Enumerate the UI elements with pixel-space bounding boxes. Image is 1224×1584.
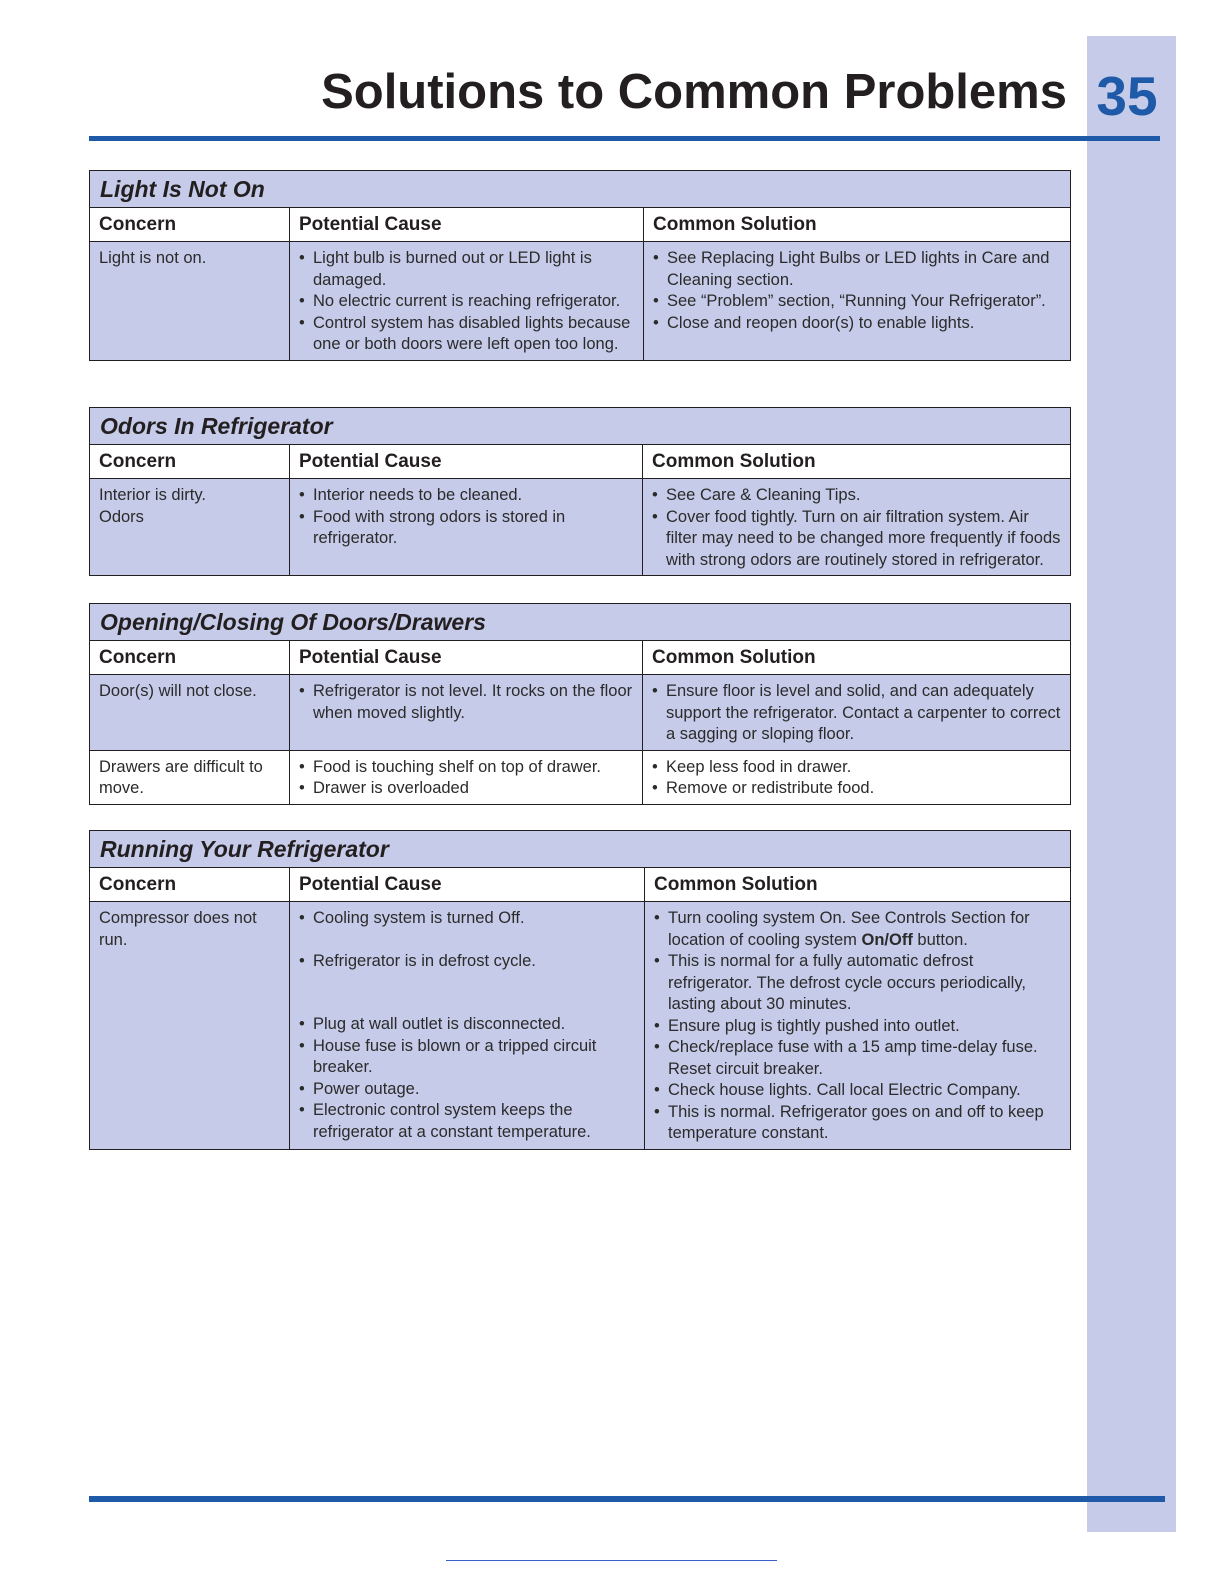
concern-text: Drawers are difficult to move.: [99, 757, 263, 797]
solution-item: • Ensure plug is tightly pushed into outlet.: [654, 1016, 1062, 1038]
cause-cell: [290, 242, 644, 361]
column-header-solution: Common Solution: [643, 445, 1071, 479]
table-row: [90, 675, 1071, 751]
solution-item: • Cover food tightly. Turn on air filtration system. Air filter may need to be changed more frequently if foods with strong odors are routinely stored in refrigerator.: [652, 507, 1062, 572]
cause-item: • Drawer is overloaded: [299, 778, 634, 800]
cause-item: • Power outage.: [299, 1079, 636, 1101]
cause-cell: [290, 902, 645, 1150]
cause-item: • Refrigerator is not level. It rocks on the floor when moved slightly.: [299, 681, 634, 724]
solution-item: • Ensure floor is level and solid, and can adequately support the refrigerator. Contact a carpenter to correct a sagging or sloping floor.: [652, 681, 1062, 746]
page-number: 35: [1096, 65, 1158, 127]
bottom-rule: [89, 1496, 1165, 1502]
solution-item: • Check/replace fuse with a 15 amp time-delay fuse. Reset circuit breaker.: [654, 1037, 1062, 1080]
section-title: Light Is Not On: [90, 171, 1071, 208]
side-strip: [1087, 36, 1176, 1532]
cause-item: • Electronic control system keeps the refrigerator at a constant temperature.: [299, 1100, 636, 1143]
table-opening-closing-doors-drawers: [89, 603, 1071, 805]
concern-cell: [90, 242, 290, 361]
cause-item: • Cooling system is turned Off.: [299, 908, 636, 930]
column-header-concern: Concern: [90, 208, 290, 242]
solution-cell: [643, 479, 1071, 576]
section-title: Opening/Closing Of Doors/Drawers: [90, 604, 1071, 641]
solution-cell: [645, 902, 1071, 1150]
section-title: Running Your Refrigerator: [90, 831, 1071, 868]
table-row: [90, 242, 1071, 361]
concern-text: Light is not on.: [99, 249, 207, 267]
solution-item: • Keep less food in drawer.: [652, 757, 1062, 779]
concern-cell: [90, 675, 290, 751]
solution-item: • This is normal. Refrigerator goes on and off to keep temperature constant.: [654, 1102, 1062, 1145]
cause-item: • No electric current is reaching refrigerator.: [299, 291, 635, 313]
solution-item: • See Care & Cleaning Tips.: [652, 485, 1062, 507]
column-header-concern: Concern: [90, 868, 290, 902]
column-header-concern: Concern: [90, 445, 290, 479]
solution-cell: [644, 242, 1071, 361]
cause-cell: [290, 479, 643, 576]
concern-cell: [90, 750, 290, 804]
column-header-cause: Potential Cause: [290, 208, 644, 242]
cause-item: • Food with strong odors is stored in refrigerator.: [299, 507, 634, 550]
solution-cell: [643, 675, 1071, 751]
cause-item: • Light bulb is burned out or LED light is damaged.: [299, 248, 635, 291]
table-light-is-not-on: [89, 170, 1071, 361]
table-row: [90, 902, 1071, 1150]
cause-cell: [290, 675, 643, 751]
column-header-concern: Concern: [90, 641, 290, 675]
footer-link-underline: [446, 1560, 777, 1561]
column-header-cause: Potential Cause: [290, 868, 645, 902]
table-row: [90, 479, 1071, 576]
concern-cell: [90, 902, 290, 1150]
concern-text: Odors: [99, 507, 144, 526]
solution-item: • Close and reopen door(s) to enable lights.: [653, 313, 1062, 335]
cause-item: • Food is touching shelf on top of drawer.: [299, 757, 634, 779]
cause-cell: [290, 750, 643, 804]
column-header-solution: Common Solution: [645, 868, 1071, 902]
table-row: [90, 750, 1071, 804]
concern-cell: [90, 479, 290, 576]
solution-item: • See “Problem” section, “Running Your Refrigerator”.: [653, 291, 1062, 313]
top-rule: [89, 136, 1160, 141]
solution-text: Turn cooling system On. See Controls Section for location of cooling system: [668, 909, 1030, 949]
cause-item: • Refrigerator is in defrost cycle.: [299, 951, 636, 973]
concern-text: Interior is dirty.: [99, 486, 206, 504]
cause-item: • Control system has disabled lights because one or both doors were left open too long.: [299, 313, 635, 356]
cause-item: • Plug at wall outlet is disconnected.: [299, 1014, 636, 1036]
solution-text: button.: [912, 930, 968, 949]
solution-cell: [643, 750, 1071, 804]
column-header-cause: Potential Cause: [290, 641, 643, 675]
solution-item: • Check house lights. Call local Electric Company.: [654, 1080, 1062, 1102]
on-off-label: On/Off: [861, 930, 913, 949]
concern-text: Door(s) will not close.: [99, 682, 257, 700]
page-title: Solutions to Common Problems: [321, 65, 1067, 119]
section-title: Odors In Refrigerator: [90, 408, 1071, 445]
solution-item: [654, 908, 1062, 951]
column-header-cause: Potential Cause: [290, 445, 643, 479]
cause-item: • Interior needs to be cleaned.: [299, 485, 634, 507]
solution-item: • This is normal for a fully automatic defrost refrigerator. The defrost cycle occurs periodically, lasting about 30 minutes.: [654, 951, 1062, 1016]
solution-item: • See Replacing Light Bulbs or LED lights in Care and Cleaning section.: [653, 248, 1062, 291]
column-header-solution: Common Solution: [643, 641, 1071, 675]
concern-text: Compressor does not run.: [99, 909, 257, 949]
column-header-solution: Common Solution: [644, 208, 1071, 242]
solution-item: • Remove or redistribute food.: [652, 778, 1062, 800]
table-odors-in-refrigerator: [89, 407, 1071, 576]
cause-item: • House fuse is blown or a tripped circuit breaker.: [299, 1036, 636, 1079]
table-running-your-refrigerator: [89, 830, 1071, 1150]
